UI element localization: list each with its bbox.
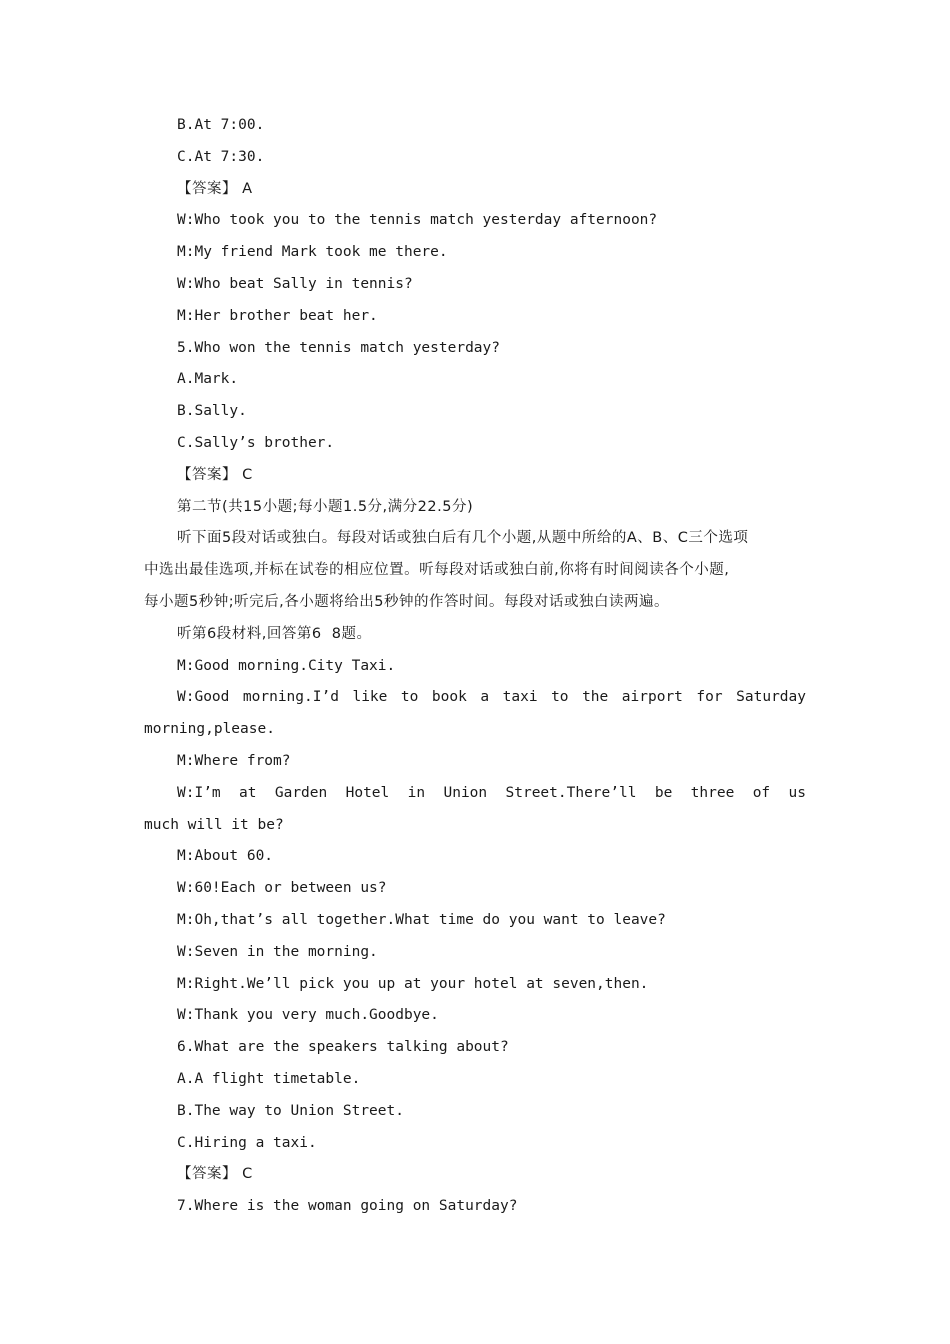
dialogue-line: M:Good morning.City Taxi. — [177, 657, 396, 674]
dialogue-line: W:Who took you to the tennis match yesterday afternoon? — [177, 212, 658, 229]
question-line: 7.Where is the woman going on Saturday? — [177, 1198, 518, 1215]
dialogue-line: W:Good morning.I’d like to book a taxi to the airport for Saturday — [177, 689, 806, 706]
option-line: C.Sally’s brother. — [177, 434, 335, 451]
dialogue-line: M:Where from? — [177, 752, 291, 769]
answer-line: 【答案】 A — [177, 180, 253, 197]
option-line: A.Mark. — [177, 371, 239, 388]
answer-line: 【答案】 C — [177, 1166, 253, 1183]
document-body — [144, 110, 806, 1223]
dialogue-line: M:My friend Mark took me there. — [177, 244, 448, 261]
dialogue-line: W:Seven in the morning. — [177, 943, 378, 960]
option-line: C.Hiring a taxi. — [177, 1134, 317, 1151]
dialogue-line-continued: morning,please. — [144, 721, 275, 738]
dialogue-line-continued: much will it be? — [144, 816, 284, 833]
dialogue-line: W:Who beat Sally in tennis? — [177, 275, 413, 292]
instruction-line: 每小题5秒钟;听完后,各小题将给出5秒钟的作答时间。每段对话或独白读两遍。 — [144, 593, 669, 610]
dialogue-line: M:Oh,that’s all together.What time do you want to leave? — [177, 911, 666, 928]
dialogue-line: M:About 60. — [177, 848, 274, 865]
material-heading: 听第6段材料,回答第6 8题。 — [177, 625, 372, 642]
option-line: B.Sally. — [177, 403, 247, 420]
instruction-line: 中选出最佳选项,并标在试卷的相应位置。听每段对话或独白前,你将有时间阅读各个小题, — [144, 562, 730, 579]
option-line: A.A flight timetable. — [177, 1070, 361, 1087]
instruction-line: 听下面5段对话或独白。每段对话或独白后有几个小题,从题中所给的A、B、C三个选项 — [177, 530, 749, 547]
option-line: C.At 7:30. — [177, 148, 265, 165]
option-line: B.The way to Union Street. — [177, 1102, 404, 1119]
dialogue-line: M:Right.We’ll pick you up at your hotel at seven,then. — [177, 975, 649, 992]
dialogue-line: W:I’m at Garden Hotel in Union Street.There’ll be three of us — [177, 784, 806, 801]
dialogue-line: W:60!Each or between us? — [177, 880, 387, 897]
dialogue-line: M:Her brother beat her. — [177, 307, 378, 324]
question-line: 5.Who won the tennis match yesterday? — [177, 339, 501, 356]
question-line: 6.What are the speakers talking about? — [177, 1039, 509, 1056]
section-heading: 第二节(共15小题;每小题1.5分,满分22.5分) — [177, 498, 474, 515]
dialogue-line: W:Thank you very much.Goodbye. — [177, 1007, 439, 1024]
option-line: B.At 7:00. — [177, 117, 265, 133]
answer-line: 【答案】 C — [177, 466, 253, 483]
